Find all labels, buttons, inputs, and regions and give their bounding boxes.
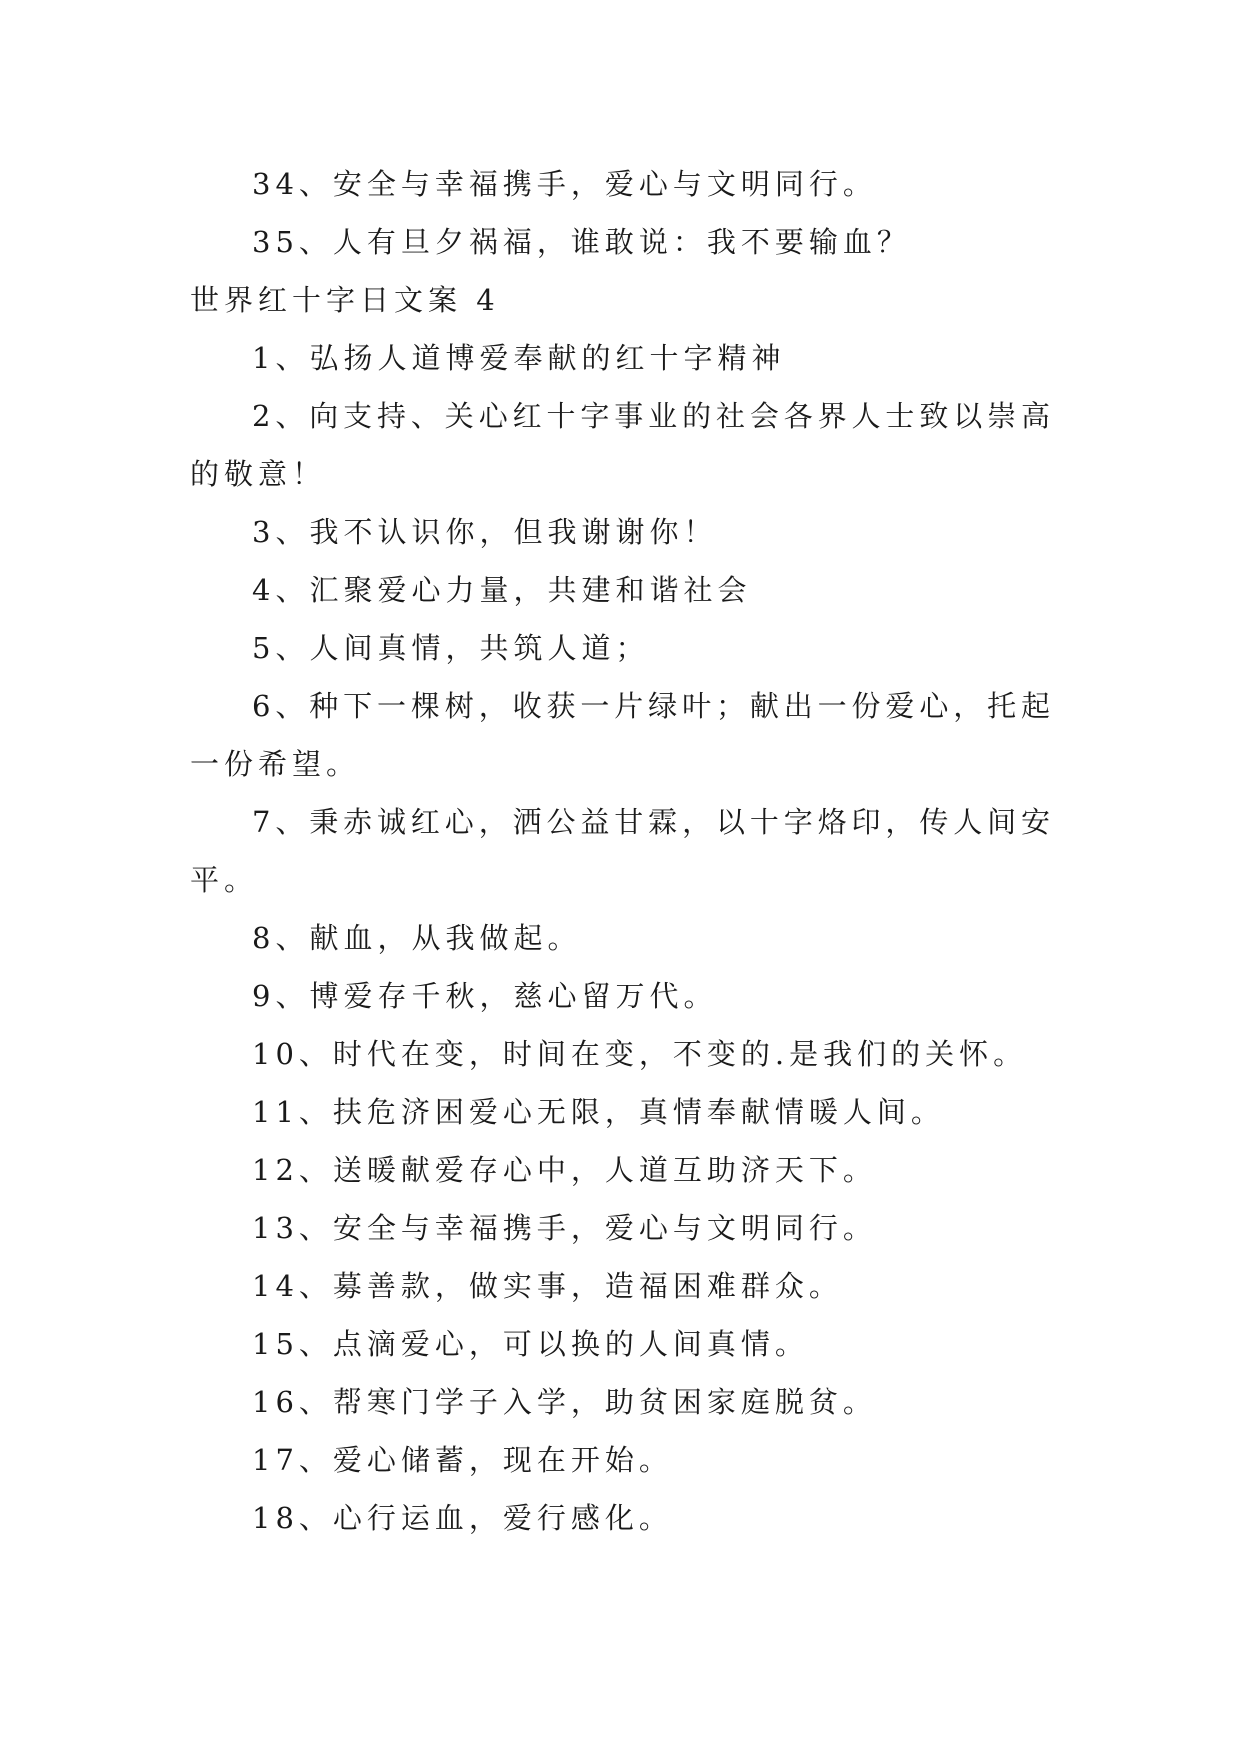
list-item: 7、秉赤诚红心，洒公益甘霖，以十字烙印，传人间安 [252,805,1050,839]
list-item: 6、种下一棵树，收获一片绿叶；献出一份爱心，托起 [252,689,1050,723]
list-item: 1、弘扬人道博爱奉献的红十字精神 [252,341,786,375]
list-item: 12、送暖献爱存心中，人道互助济天下。 [252,1153,877,1187]
list-item: 8、献血，从我做起。 [252,921,582,955]
list-item: 2、向支持、关心红十字事业的社会各界人士致以崇高 [252,399,1050,433]
list-item: 9、博爱存千秋，慈心留万代。 [252,979,718,1013]
list-item: 16、帮寒门学子入学，助贫困家庭脱贫。 [252,1385,877,1419]
list-item: 15、点滴爱心，可以换的人间真情。 [252,1327,809,1361]
list-item-continuation: 一份希望。 [190,747,361,781]
list-item: 13、安全与幸福携手，爱心与文明同行。 [252,1211,877,1245]
list-item: 17、爱心储蓄，现在开始。 [252,1443,673,1477]
list-item-continuation: 平。 [190,863,259,897]
section-heading: 世界红十字日文案 4 [190,283,500,317]
list-item: 3、我不认识你，但我谢谢你！ [252,515,718,549]
list-item: 4、汇聚爱心力量，共建和谐社会 [252,573,752,607]
list-item: 18、心行运血，爱行感化。 [252,1501,673,1535]
list-item: 35、人有旦夕祸福，谁敢说：我不要输血？ [252,225,911,259]
list-item: 5、人间真情，共筑人道； [252,631,650,665]
list-item-continuation: 的敬意！ [190,457,327,491]
list-item: 11、扶危济困爱心无限，真情奉献情暖人间。 [252,1095,945,1129]
list-item: 10、时代在变，时间在变，不变的.是我们的关怀。 [252,1037,1028,1071]
list-item: 34、安全与幸福携手，爱心与文明同行。 [252,167,877,201]
list-item: 14、募善款，做实事，造福困难群众。 [252,1269,843,1303]
document-page [190,0,1050,1754]
